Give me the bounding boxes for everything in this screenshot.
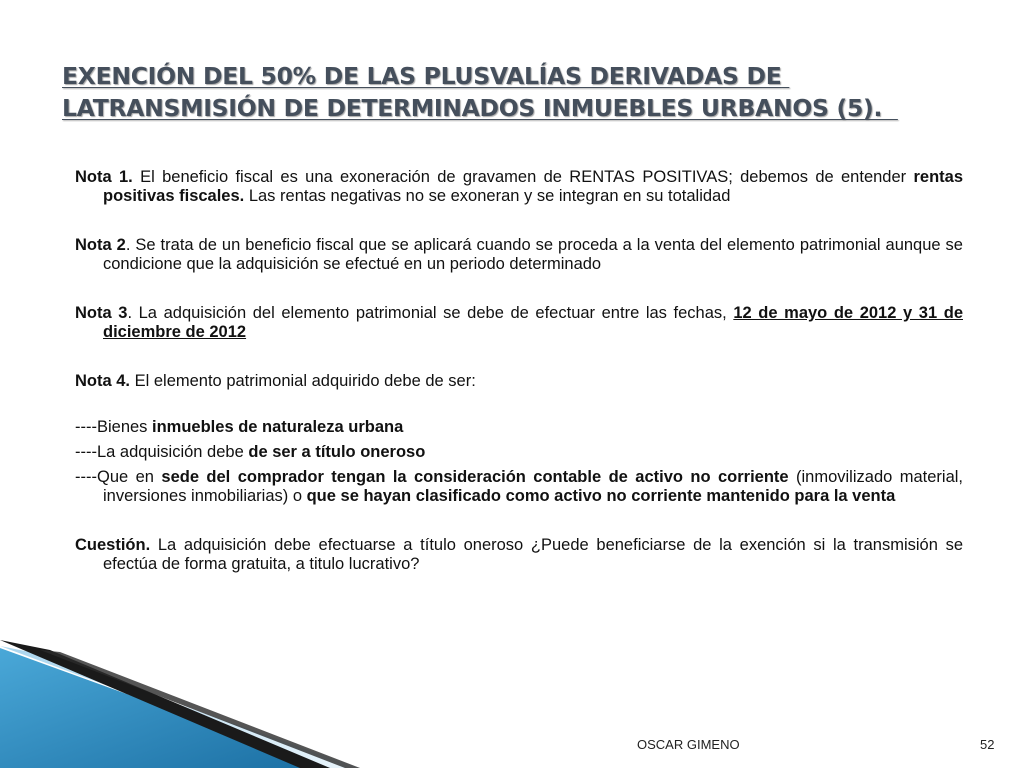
nota-1-label: Nota 1. (75, 168, 133, 186)
nota-2 (75, 236, 963, 274)
list-item-3 (75, 468, 963, 506)
nota-3 (75, 304, 963, 342)
list-item-3-bold-2: que se hayan clasificado como activo no corriente mantenido para la venta (306, 487, 896, 505)
list-item-2-text: ----La adquisición debe (75, 443, 249, 461)
nota-4-text: El elemento patrimonial adquirido debe de ser: (130, 372, 476, 390)
list-item-1 (75, 418, 963, 437)
nota-1-text: El beneficio fiscal es una exoneración de gravamen de RENTAS POSITIVAS; debemos de entender (132, 168, 914, 186)
slide-content (75, 168, 963, 574)
cuestion-label: Cuestión. (75, 536, 151, 554)
nota-3-label: Nota 3 (75, 304, 128, 322)
footer-author: OSCAR GIMENO (637, 737, 740, 752)
nota-1 (75, 168, 963, 206)
list-item-3-text-2: (inmovilizado material, inversiones inmobiliarias) o (103, 468, 963, 505)
page-number: 52 (980, 737, 995, 752)
nota-4-label: Nota 4. (75, 372, 131, 390)
list-item-1-bold: inmuebles de naturaleza urbana (152, 418, 404, 436)
page-title: EXENCIÓN DEL 50% DE LAS PLUSVALÍAS DERIVADAS DE LATRANSMISIÓN DE DETERMINADOS INMUEBLES URBANOS (5). (62, 62, 898, 122)
nota-3-dates: 12 de mayo de 2012 y 31 de diciembre de 2012 (103, 304, 963, 341)
list-item-2-bold: de ser a título oneroso (248, 443, 426, 461)
nota-1-bold: rentas positivas fiscales. (103, 168, 964, 205)
list-item-1-text: ----Bienes (75, 418, 153, 436)
nota-1-text-2: Las rentas negativas no se exoneran y se integran en su totalidad (244, 187, 731, 205)
nota-3-text: . La adquisición del elemento patrimonial se debe de efectuar entre las fechas, (127, 304, 734, 322)
cuestion (75, 536, 963, 574)
nota-2-text: . Se trata de un beneficio fiscal que se aplicará cuando se proceda a la venta del elemento patrimonial aunque se condicione que la adquisición se efectué en un periodo determinado (103, 236, 963, 273)
nota-4 (75, 372, 963, 391)
list-item-3-text: ----Que en (75, 468, 162, 486)
cuestion-text: La adquisición debe efectuarse a título oneroso ¿Puede beneficiarse de la exención si la transmisión se efectúa de forma gratuita, a titulo lucrativo? (103, 536, 963, 573)
nota-2-label: Nota 2 (75, 236, 126, 254)
list-item-2 (75, 443, 963, 462)
list-item-3-bold: sede del comprador tengan la consideración contable de activo no corriente (161, 468, 789, 486)
